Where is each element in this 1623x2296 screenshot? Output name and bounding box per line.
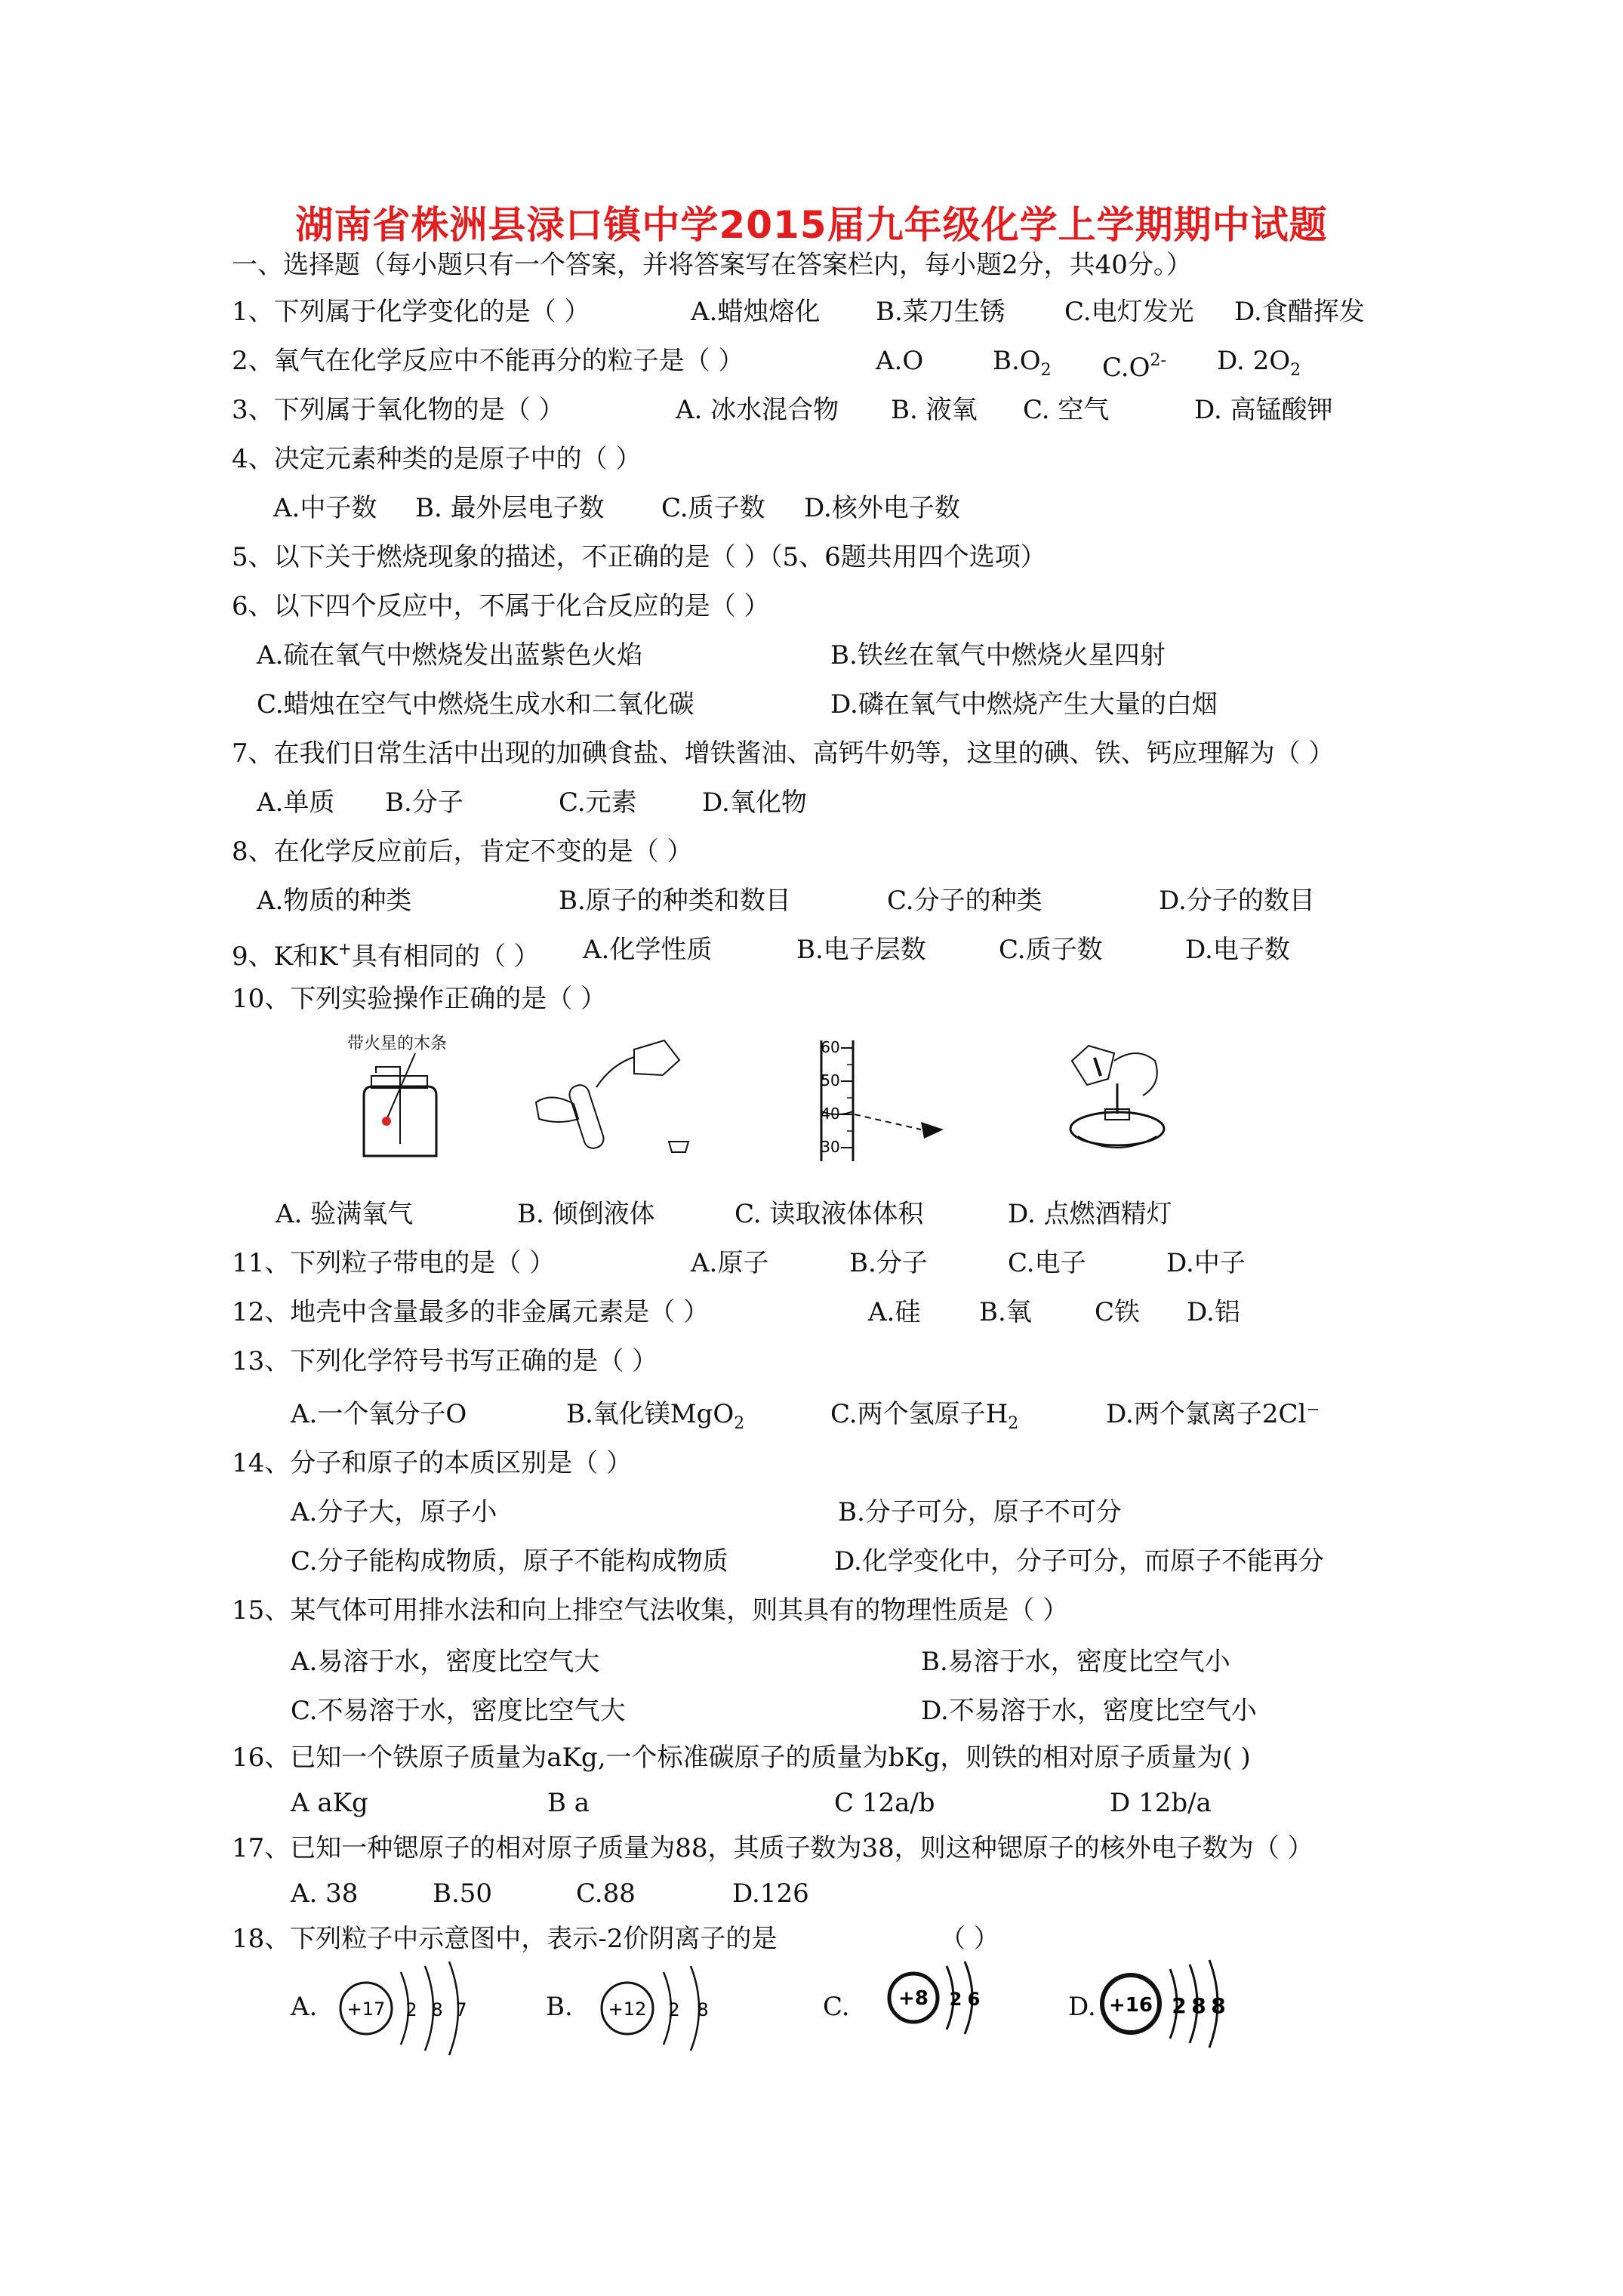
q16-option-b: B a (547, 1788, 590, 1818)
q11-option-d: D.中子 (1166, 1248, 1246, 1278)
q1-option-c: C.电灯发光 (1064, 297, 1194, 327)
q14-option-c: C.分子能构成物质，原子不能构成物质 (291, 1546, 728, 1576)
q9-option-a: A.化学性质 (583, 935, 713, 965)
atom-diagram-d (1087, 1955, 1268, 2061)
q16-stem: 16、已知一个铁原子质量为aKg,一个标准碳原子的质量为bKg，则铁的相对原子质量为( ) (232, 1743, 1251, 1773)
electron-count: 7 (455, 1999, 467, 2020)
q6-stem: 6、以下四个反应中，不属于化合反应的是（ ） (232, 591, 770, 621)
q15-option-d: D.不易溶于水，密度比空气小 (921, 1696, 1257, 1726)
electron-count: 2 (405, 1999, 417, 2020)
electron-count: 8 (697, 1999, 709, 2020)
q13-option-d: D.两个氯离子2Cl⁻ (1106, 1399, 1320, 1429)
q12-stem: 12、地壳中含量最多的非金属元素是（ ） (232, 1297, 710, 1327)
q8-option-d: D.分子的数目 (1159, 886, 1315, 916)
q11-option-c: C.电子 (1008, 1248, 1086, 1278)
q6-option-a: A.硫在氧气中燃烧发出蓝紫色火焰 (257, 640, 643, 670)
q13-option-b: B.氧化镁MgO$_2$ (566, 1399, 745, 1433)
q14-option-a: A.分子大，原子小 (291, 1497, 497, 1527)
q17-stem: 17、已知一种锶原子的相对原子质量为88，其质子数为38，则这种锶原子的核外电子数为（ ） (232, 1833, 1313, 1863)
electron-count: 6 (967, 1989, 981, 2010)
q14-option-d: D.化学变化中，分子可分，而原子不能再分 (834, 1546, 1324, 1576)
q7-option-d: D.氧化物 (702, 787, 807, 818)
q7-option-b: B.分子 (385, 787, 463, 818)
scale-label: 40 (821, 1105, 840, 1123)
q15-option-b: B.易溶于水，密度比空气小 (921, 1647, 1230, 1677)
q6-option-c: C.蜡烛在空气中燃烧生成水和二氧化碳 (257, 689, 694, 720)
q7-stem: 7、在我们日常生活中出现的加碘食盐、增铁酱油、高钙牛奶等，这里的碘、铁、钙应理解为（ ） (232, 738, 1335, 769)
page-title: 湖南省株洲县渌口镇中学2015届九年级化学上学期期中试题 (295, 203, 1328, 247)
q9-stem: 9、K和K+具有相同的（ ） (232, 940, 540, 972)
figure-reading-volume (800, 1034, 966, 1166)
q16-option-d: D 12b/a (1110, 1788, 1212, 1818)
q12-option-c: C铁 (1095, 1297, 1141, 1327)
q8-option-c: C.分子的种类 (887, 886, 1042, 916)
q2-option-b: $B.O_2$ (993, 346, 1052, 380)
q4-option-c: C.质子数 (661, 493, 765, 523)
q11-option-a: A.原子 (691, 1248, 769, 1278)
nucleus-charge: +12 (608, 1999, 647, 2020)
electron-count: 8 (1211, 1993, 1226, 2018)
q8-option-b: B.原子的种类和数目 (559, 886, 791, 916)
q1-option-b: B.菜刀生锈 (876, 297, 1006, 327)
figure-alcohol-lamp (1042, 1031, 1193, 1166)
q13-stem: 13、下列化学符号书写正确的是（ ） (232, 1346, 658, 1376)
q13-option-a: A.一个氧分子O (291, 1399, 467, 1429)
q3-option-c: C. 空气 (1023, 395, 1110, 425)
q18-option-d-label: D. (1068, 1992, 1096, 2022)
q12-option-a: A.硅 (868, 1297, 921, 1327)
q18-answer-paren: （ ） (940, 1924, 999, 1954)
q12-option-d: D.铝 (1187, 1297, 1240, 1327)
q17-option-a: A. 38 (291, 1878, 359, 1909)
q14-stem: 14、分子和原子的本质区别是（ ） (232, 1448, 633, 1478)
atom-diagram-b (585, 1955, 736, 2061)
q11-option-b: B.分子 (849, 1248, 928, 1278)
q2-option-c: $C.O^{2-}$ (1102, 351, 1166, 383)
q1-option-a: A.蜡烛熔化 (691, 297, 821, 327)
q9-option-c: C.质子数 (999, 935, 1103, 965)
q17-option-c: C.88 (576, 1878, 636, 1909)
q10-stem: 10、下列实验操作正确的是（ ） (232, 984, 607, 1014)
nucleus-charge: +17 (346, 1999, 386, 2020)
q3-option-d: D. 高锰酸钾 (1194, 395, 1333, 425)
electron-count: 2 (949, 1989, 962, 2010)
q18-stem: 18、下列粒子中示意图中，表示-2价阴离子的是 (232, 1924, 778, 1954)
electron-count: 2 (1172, 1993, 1187, 2018)
nucleus-charge: +8 (898, 1987, 929, 2010)
q3-option-a: A. 冰水混合物 (676, 395, 839, 425)
q18-option-a-label: A. (291, 1992, 318, 2022)
electron-count: 8 (1191, 1993, 1206, 2018)
q13-option-c: C.两个氢原子$H_2$ (830, 1399, 1019, 1433)
q1-stem: 1、下列属于化学变化的是（ ） (232, 297, 590, 327)
q7-option-c: C.元素 (559, 787, 637, 818)
scale-label: 60 (821, 1038, 840, 1056)
q4-stem: 4、决定元素种类的是原子中的（ ） (232, 444, 642, 474)
figure-oxygen-test (347, 1031, 453, 1163)
q11-stem: 11、下列粒子带电的是（ ） (232, 1248, 556, 1278)
section-heading: 一、选择题（每小题只有一个答案，并将答案写在答案栏内，每小题2分，共40分。） (232, 250, 1192, 280)
q10-option-a: A. 验满氧气 (276, 1199, 414, 1229)
q3-option-b: B. 液氧 (891, 395, 978, 425)
q3-stem: 3、下列属于氧化物的是（ ） (232, 395, 565, 425)
q17-option-d: D.126 (732, 1878, 809, 1909)
q2-option-d: D. $2O_2$ (1217, 346, 1301, 380)
scale-label: 30 (821, 1138, 840, 1156)
electron-count: 2 (668, 1999, 680, 2020)
q9-option-b: B.电子层数 (796, 935, 926, 965)
q4-option-d: D.核外电子数 (804, 493, 960, 523)
nucleus-charge: +16 (1109, 1994, 1153, 2017)
q6-option-b: B.铁丝在氧气中燃烧火星四射 (830, 640, 1166, 670)
q17-option-b: B.50 (433, 1878, 493, 1909)
q4-option-a: A.中子数 (273, 493, 377, 523)
q18-option-b-label: B. (546, 1992, 573, 2022)
q10-option-b: B. 倾倒液体 (517, 1199, 655, 1229)
atom-diagram-c (876, 1955, 1012, 2054)
q16-option-a: A aKg (291, 1788, 368, 1818)
q1-option-d: D.食醋挥发 (1234, 297, 1365, 327)
q15-option-a: A.易溶于水，密度比空气大 (291, 1647, 600, 1677)
q15-stem: 15、某气体可用排水法和向上排空气法收集，则其具有的物理性质是（ ） (232, 1595, 1069, 1626)
q2-stem: 2、氧气在化学反应中不能再分的粒子是（ ） (232, 346, 744, 376)
q8-stem: 8、在化学反应前后，肯定不变的是（ ） (232, 837, 693, 867)
q2-option-a: A.O (876, 346, 924, 376)
q9-option-d: D.电子数 (1185, 935, 1290, 965)
q7-option-a: A.单质 (257, 787, 335, 818)
q18-option-c-label: C. (823, 1992, 850, 2022)
electron-count: 8 (431, 1999, 443, 2020)
q16-option-c: C 12a/b (834, 1788, 935, 1818)
figure-label: 带火星的木条 (347, 1034, 448, 1053)
q10-option-d: D. 点燃酒精灯 (1008, 1199, 1172, 1229)
q12-option-b: B.氧 (979, 1297, 1032, 1327)
figure-pouring-liquid (521, 1034, 702, 1163)
q8-option-a: A.物质的种类 (257, 886, 412, 916)
q6-option-d: D.磷在氧气中燃烧产生大量的白烟 (830, 689, 1218, 720)
scale-label: 50 (821, 1071, 840, 1089)
atom-diagram-a (328, 1955, 479, 2061)
q14-option-b: B.分子可分，原子不可分 (838, 1497, 1122, 1527)
q15-option-c: C.不易溶于水，密度比空气大 (291, 1696, 626, 1726)
q5-stem: 5、以下关于燃烧现象的描述，不正确的是（ ）（5、6题共用四个选项） (232, 542, 1046, 572)
q4-option-b: B. 最外层电子数 (415, 493, 605, 523)
q10-option-c: C. 读取液体体积 (735, 1199, 924, 1229)
